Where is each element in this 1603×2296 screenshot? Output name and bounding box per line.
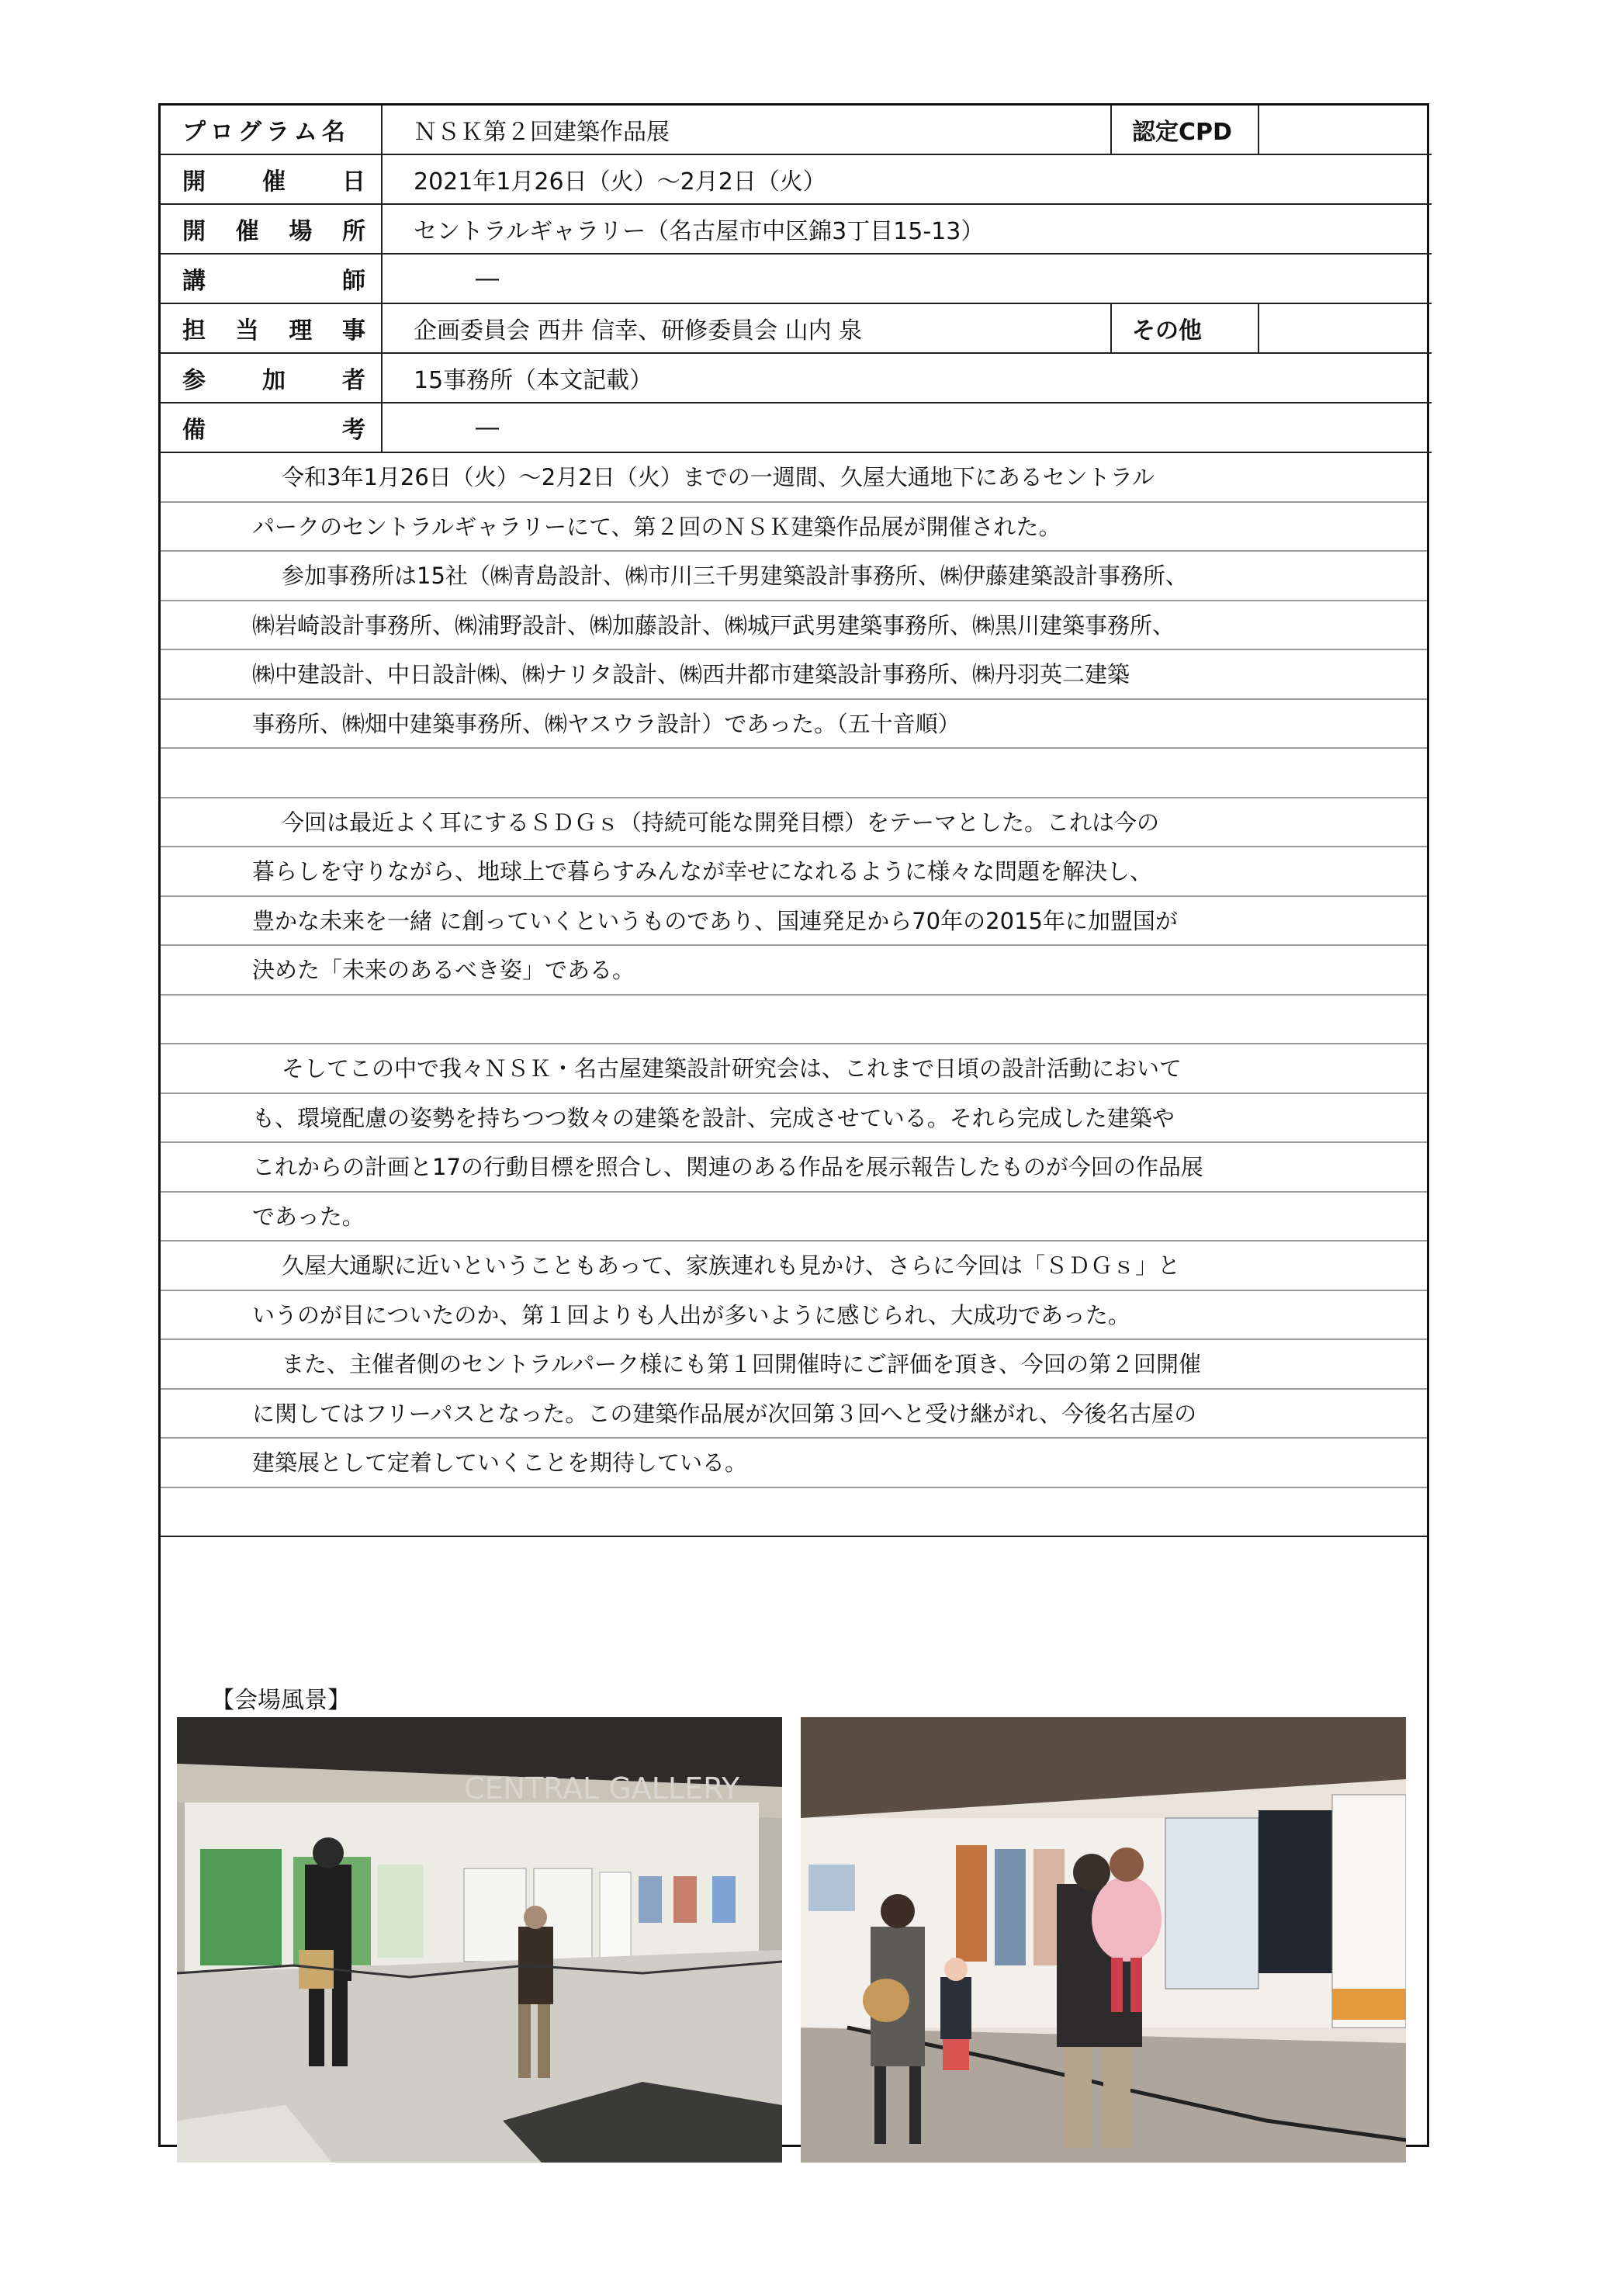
body-line: に関してはフリーパスとなった。この建築作品展が次回第３回へと受け継がれ、今後名古屋の (161, 1390, 1427, 1439)
row-program (161, 106, 1432, 154)
row-director (161, 303, 1432, 353)
body-line: また、主催者側のセントラルパーク様にも第１回開催時にご評価を頂き、今回の第２回開催 (161, 1340, 1427, 1390)
row-lecturer (161, 254, 1432, 303)
body-line: 建築展として定着していくことを期待している。 (161, 1439, 1427, 1488)
program-label: プログラム名 (161, 106, 382, 154)
body-line: 事務所、㈱畑中建築事務所、㈱ヤスウラ設計）であった。（五十音順） (161, 700, 1427, 750)
cpd-value (1259, 106, 1432, 154)
other-label: その他 (1111, 303, 1259, 353)
family-visitors-illustration (801, 1717, 1406, 2163)
row-remarks (161, 403, 1432, 452)
row-venue (161, 204, 1432, 254)
date-value: 2021年1月26日（火）～2月2日（火） (382, 154, 1432, 204)
body-line: これからの計画と17の行動目標を照合し、関連のある作品を展示報告したものが今回の作品展 (161, 1143, 1427, 1193)
body-line: パークのセントラルギャラリーにて、第２回のＮＳＫ建築作品展が開催された。 (161, 503, 1427, 552)
lecturer-value: ― (382, 254, 1432, 303)
row-participants (161, 353, 1432, 403)
body-line (161, 1488, 1427, 1538)
venue-photo-right (801, 1717, 1406, 2163)
director-value: 企画委員会 西井 信幸、研修委員会 山内 泉 (382, 303, 1111, 353)
venue-label: 開 催 場 所 (161, 204, 382, 254)
body-line: 令和3年1月26日（火）～2月2日（火）までの一週間、久屋大通地下にあるセントラル (161, 453, 1427, 503)
body-line: 暮らしを守りながら、地球上で暮らすみんなが幸せになれるように様々な問題を解決し、 (161, 847, 1427, 897)
body-line: 今回は最近よく耳にするＳＤＧｓ（持続可能な開発目標）をテーマとした。これは今の (161, 798, 1427, 848)
info-table (161, 106, 1432, 453)
body-line: 久屋大通駅に近いということもあって、家族連れも見かけ、さらに今回は「ＳＤＧｓ」と (161, 1242, 1427, 1291)
body-line: ㈱中建設計、中日設計㈱、㈱ナリタ設計、㈱西井都市建築設計事務所、㈱丹羽英二建築 (161, 650, 1427, 700)
participants-label: 参 加 者 (161, 353, 382, 403)
director-label: 担 当 理 事 (161, 303, 382, 353)
other-value (1259, 303, 1432, 353)
remarks-value: ― (382, 403, 1432, 452)
report-sheet (158, 103, 1429, 2147)
gallery-sign: CENTRAL GALLERY (464, 1771, 740, 1806)
row-date (161, 154, 1432, 204)
body-line: いうのが目についたのか、第１回よりも人出が多いように感じられ、大成功であった。 (161, 1291, 1427, 1341)
participants-value: 15事務所（本文記載） (382, 353, 1432, 403)
body-line: 参加事務所は15社（㈱青島設計、㈱市川三千男建築設計事務所、㈱伊藤建築設計事務所、 (161, 552, 1427, 601)
body-line (161, 749, 1427, 798)
lecturer-label: 講 師 (161, 254, 382, 303)
photos-caption: 【会場風景】 (211, 1687, 351, 1714)
venue-photo-left (177, 1717, 782, 2163)
gallery-scene-illustration (177, 1717, 782, 2163)
venue-value: セントラルギャラリー（名古屋市中区錦3丁目15-13） (382, 204, 1432, 254)
body-line: であった。 (161, 1193, 1427, 1242)
body-line: ㈱岩崎設計事務所、㈱浦野設計、㈱加藤設計、㈱城戸武男建築事務所、㈱黒川建築事務所、 (161, 601, 1427, 651)
remarks-label: 備 考 (161, 403, 382, 452)
report-body (161, 453, 1427, 1537)
program-value: ＮＳＫ第２回建築作品展 (382, 106, 1111, 154)
cpd-label: 認定CPD (1111, 106, 1259, 154)
body-line: そしてこの中で我々ＮＳＫ・名古屋建築設計研究会は、これまで日頃の設計活動において (161, 1044, 1427, 1094)
body-line: 決めた「未来のあるべき姿」である。 (161, 946, 1427, 996)
body-line: 豊かな未来を一緒 に創っていくというものであり、国連発足から70年の2015年に加盟国が (161, 897, 1427, 947)
body-line (161, 996, 1427, 1045)
body-line: も、環境配慮の姿勢を持ちつつ数々の建築を設計、完成させている。それら完成した建築や (161, 1094, 1427, 1144)
date-label: 開 催 日 (161, 154, 382, 204)
